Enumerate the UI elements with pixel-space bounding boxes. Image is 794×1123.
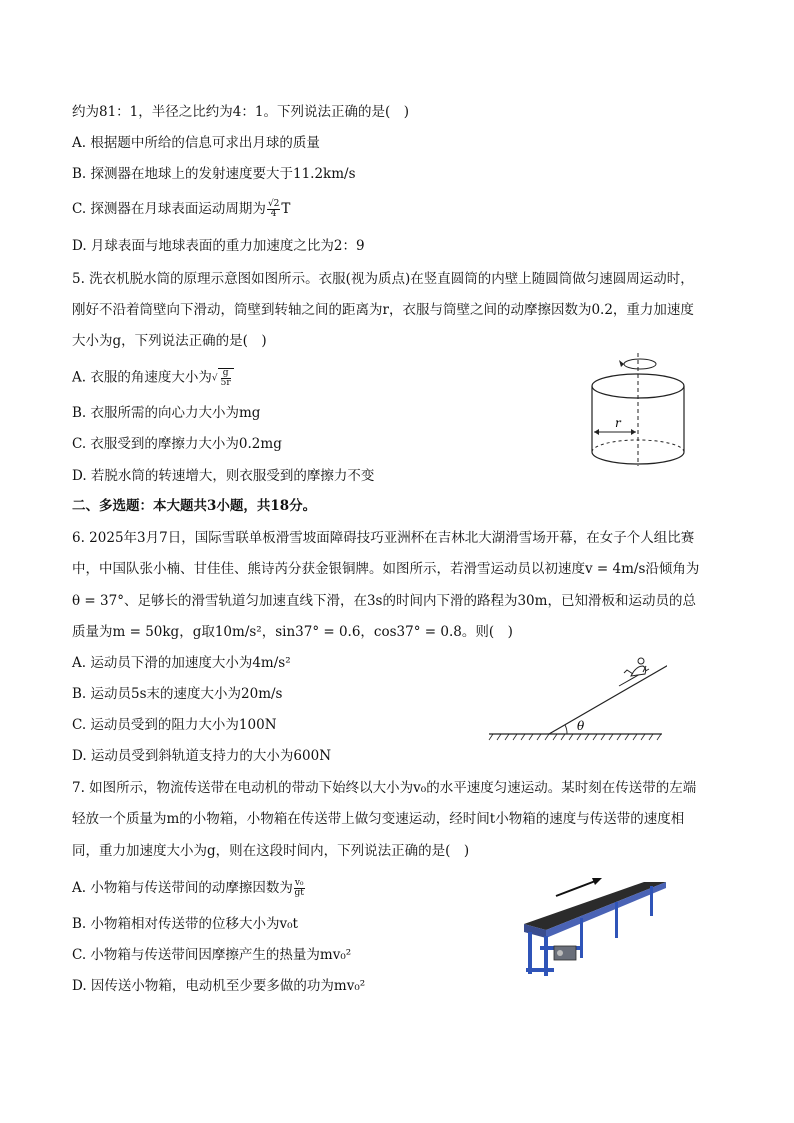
q6-option-a: A. 运动员下滑的加速度大小为4m/s² bbox=[72, 655, 291, 671]
angle-arc bbox=[565, 725, 567, 734]
q5-option-a-text: A. 衣服的角速度大小为 bbox=[72, 369, 212, 386]
section-2-title: 二、多选题：本大题共3小题，共18分。 bbox=[72, 498, 317, 514]
skier-icon bbox=[619, 658, 649, 686]
q7-stem-2: 轻放一个质量为m的小物箱，小物箱在传送带上做匀变速运动，经时间t小物箱的速度与传送带的速度相 bbox=[72, 811, 685, 827]
q5-stem-3: 大小为g，下列说法正确的是( ) bbox=[72, 333, 267, 349]
ground-hatch bbox=[489, 734, 661, 740]
q7-option-c: C. 小物箱与传送带间因摩擦产生的热量为mv₀² bbox=[72, 947, 352, 963]
q6-stem-4: 质量为m = 50kg，g取10m/s²，sin37° = 0.6，cos37° = 0.8。则( ) bbox=[72, 624, 513, 640]
q4-option-d: D. 月球表面与地球表面的重力加速度之比为2：9 bbox=[72, 238, 365, 254]
motor-pulley-icon bbox=[557, 950, 563, 956]
q5-option-a bbox=[72, 368, 234, 388]
q6-option-b: B. 运动员5s末的速度大小为20m/s bbox=[72, 686, 283, 702]
q5-option-d: D. 若脱水筒的转速增大，则衣服受到的摩擦力不变 bbox=[72, 468, 375, 484]
q5-cylinder-figure bbox=[585, 348, 695, 473]
q7-option-d: D. 因传送小物箱，电动机至少要多做的功为mv₀² bbox=[72, 978, 366, 994]
q5-stem-1: 5. 洗衣机脱水筒的原理示意图如图所示。衣服(视为质点)在竖直圆筒的内壁上随圆筒做匀速圆周运动时， bbox=[72, 271, 694, 287]
q5-option-b: B. 衣服所需的向心力大小为mg bbox=[72, 405, 261, 421]
q7-a-frac-num: v₀ bbox=[294, 878, 304, 888]
q5-stem-2: 刚好不沿着筒壁向下滑动，筒壁到转轴之间的距离为r，衣服与筒壁之间的动摩擦因数为0.2，重力加速度 bbox=[72, 302, 694, 318]
rotation-arrowhead-icon bbox=[619, 360, 624, 367]
q5-a-fraction bbox=[221, 369, 231, 388]
q4-c-suffix: T bbox=[281, 201, 291, 217]
q4-option-b: B. 探测器在地球上的发射速度要大于11.2km/s bbox=[72, 166, 356, 182]
q6-slope-figure bbox=[487, 650, 667, 745]
q4-stem: 约为81：1，半径之比约为4：1。下列说法正确的是( ) bbox=[72, 104, 409, 120]
angle-label: θ bbox=[577, 719, 585, 733]
q5-a-frac-den: 5r bbox=[220, 378, 231, 388]
radius-label: r bbox=[615, 416, 621, 430]
q6-stem-3: θ = 37°、足够长的滑雪轨道匀加速直线下滑，在3s的时间内下滑的路程为30m，已知滑板和运动员的总 bbox=[72, 593, 696, 609]
q4-option-c-text: C. 探测器在月球表面运动周期为 bbox=[72, 201, 266, 217]
q7-stem-3: 同，重力加速度大小为g，则在这段时间内，下列说法正确的是( ) bbox=[72, 843, 470, 859]
q6-option-d: D. 运动员受到斜轨道支持力的大小为600N bbox=[72, 748, 332, 764]
q7-option-b: B. 小物箱相对传送带的位移大小为v₀t bbox=[72, 916, 298, 932]
belt-direction-arrow bbox=[556, 880, 598, 896]
q4-c-frac-num: √2 bbox=[267, 199, 280, 209]
rotation-arrow-icon bbox=[624, 359, 656, 369]
q6-stem-1: 6. 2025年3月7日，国际雪联单板滑雪坡面障碍技巧亚洲杯在吉林北大湖滑雪场开幕，在女子个人组比赛 bbox=[72, 530, 695, 546]
q5-option-c: C. 衣服受到的摩擦力大小为0.2mg bbox=[72, 436, 282, 452]
q4-option-a: A. 根据题中所给的信息可求出月球的质量 bbox=[72, 135, 320, 151]
q7-a-frac-den: gt bbox=[294, 888, 304, 898]
q4-c-frac-den: 4 bbox=[270, 209, 277, 219]
q7-stem-1: 7. 如图所示，物流传送带在电动机的带动下始终以大小为v₀的水平速度匀速运动。某时刻在传送带的左端 bbox=[72, 780, 697, 796]
q7-conveyor-figure bbox=[520, 872, 670, 982]
slope-line bbox=[549, 660, 667, 734]
q4-c-fraction bbox=[267, 200, 280, 219]
q5-a-sqrt: √ $\frac{g}{5r}$ bbox=[212, 368, 234, 388]
q6-option-c: C. 运动员受到的阻力大小为100N bbox=[72, 717, 277, 733]
q4-option-c bbox=[72, 200, 290, 219]
q5-a-frac-num: g bbox=[221, 369, 231, 379]
belt-arrowhead-icon bbox=[592, 878, 602, 885]
q7-a-fraction bbox=[294, 879, 305, 898]
q7-option-a-text: A. 小物箱与传送带间的动摩擦因数为 bbox=[72, 880, 293, 896]
q6-stem-2: 中，中国队张小楠、甘佳佳、熊诗芮分获金银铜牌。如图所示，若滑雪运动员以初速度v = 4m/s沿倾角为 bbox=[72, 561, 700, 577]
q7-option-a bbox=[72, 879, 306, 898]
belt-surface bbox=[524, 882, 666, 930]
